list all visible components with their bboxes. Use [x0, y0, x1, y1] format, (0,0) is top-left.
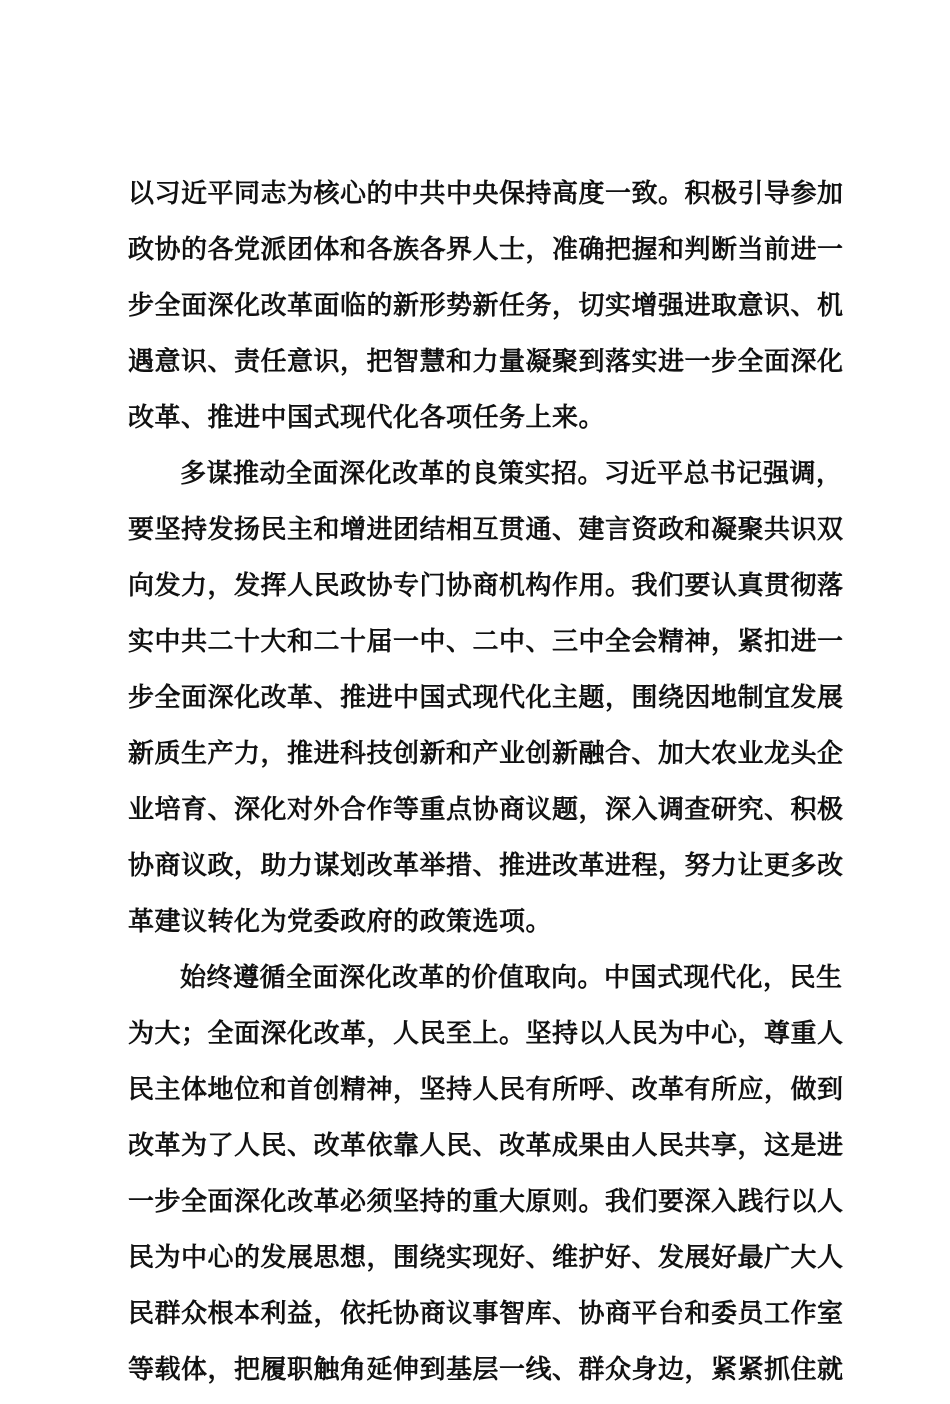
text-line: 政协的各党派团体和各族各界人士，准确把握和判断当前进一 [128, 235, 844, 265]
text-line: 改革为了人民、改革依靠人民、改革成果由人民共享，这是进 [128, 1131, 844, 1161]
text-line: 步全面深化改革面临的新形势新任务，切实增强进取意识、机 [128, 291, 844, 321]
text-line: 协商议政，助力谋划改革举措、推进改革进程，努力让更多改 [128, 851, 844, 881]
text-line: 民群众根本利益，依托协商议事智库、协商平台和委员工作室 [128, 1299, 844, 1329]
body-text [128, 172, 844, 1404]
text-line: 步全面深化改革、推进中国式现代化主题，围绕因地制宜发展 [128, 683, 844, 713]
text-line: 等载体，把履职触角延伸到基层一线、群众身边，紧紧抓住就 [128, 1355, 844, 1385]
text-line: 业培育、深化对外合作等重点协商议题，深入调查研究、积极 [128, 795, 844, 825]
text-line: 实中共二十大和二十届一中、二中、三中全会精神，紧扣进一 [128, 627, 844, 657]
text-line: 一步全面深化改革必须坚持的重大原则。我们要深入践行以人 [128, 1187, 844, 1217]
text-line: 民主体地位和首创精神，坚持人民有所呼、改革有所应，做到 [128, 1075, 844, 1105]
text-line: 革建议转化为党委政府的政策选项。 [128, 907, 553, 937]
text-line: 以习近平同志为核心的中共中央保持高度一致。积极引导参加 [128, 179, 844, 209]
text-line: 遇意识、责任意识，把智慧和力量凝聚到落实进一步全面深化 [128, 347, 844, 377]
text-line: 为大；全面深化改革，人民至上。坚持以人民为中心，尊重人 [128, 1019, 844, 1049]
text-line: 新质生产力，推进科技创新和产业创新融合、加大农业龙头企 [128, 739, 844, 769]
paragraph-first-line: 始终遵循全面深化改革的价值取向。中国式现代化，民生 [180, 963, 843, 993]
text-line: 改革、推进中国式现代化各项任务上来。 [128, 403, 606, 433]
text-line: 要坚持发扬民主和增进团结相互贯通、建言资政和凝聚共识双 [128, 515, 844, 545]
text-line: 向发力，发挥人民政协专门协商机构作用。我们要认真贯彻落 [128, 571, 844, 601]
text-line: 民为中心的发展思想，围绕实现好、维护好、发展好最广大人 [128, 1243, 844, 1273]
paragraph-first-line: 多谋推动全面深化改革的良策实招。习近平总书记强调， [180, 459, 843, 489]
